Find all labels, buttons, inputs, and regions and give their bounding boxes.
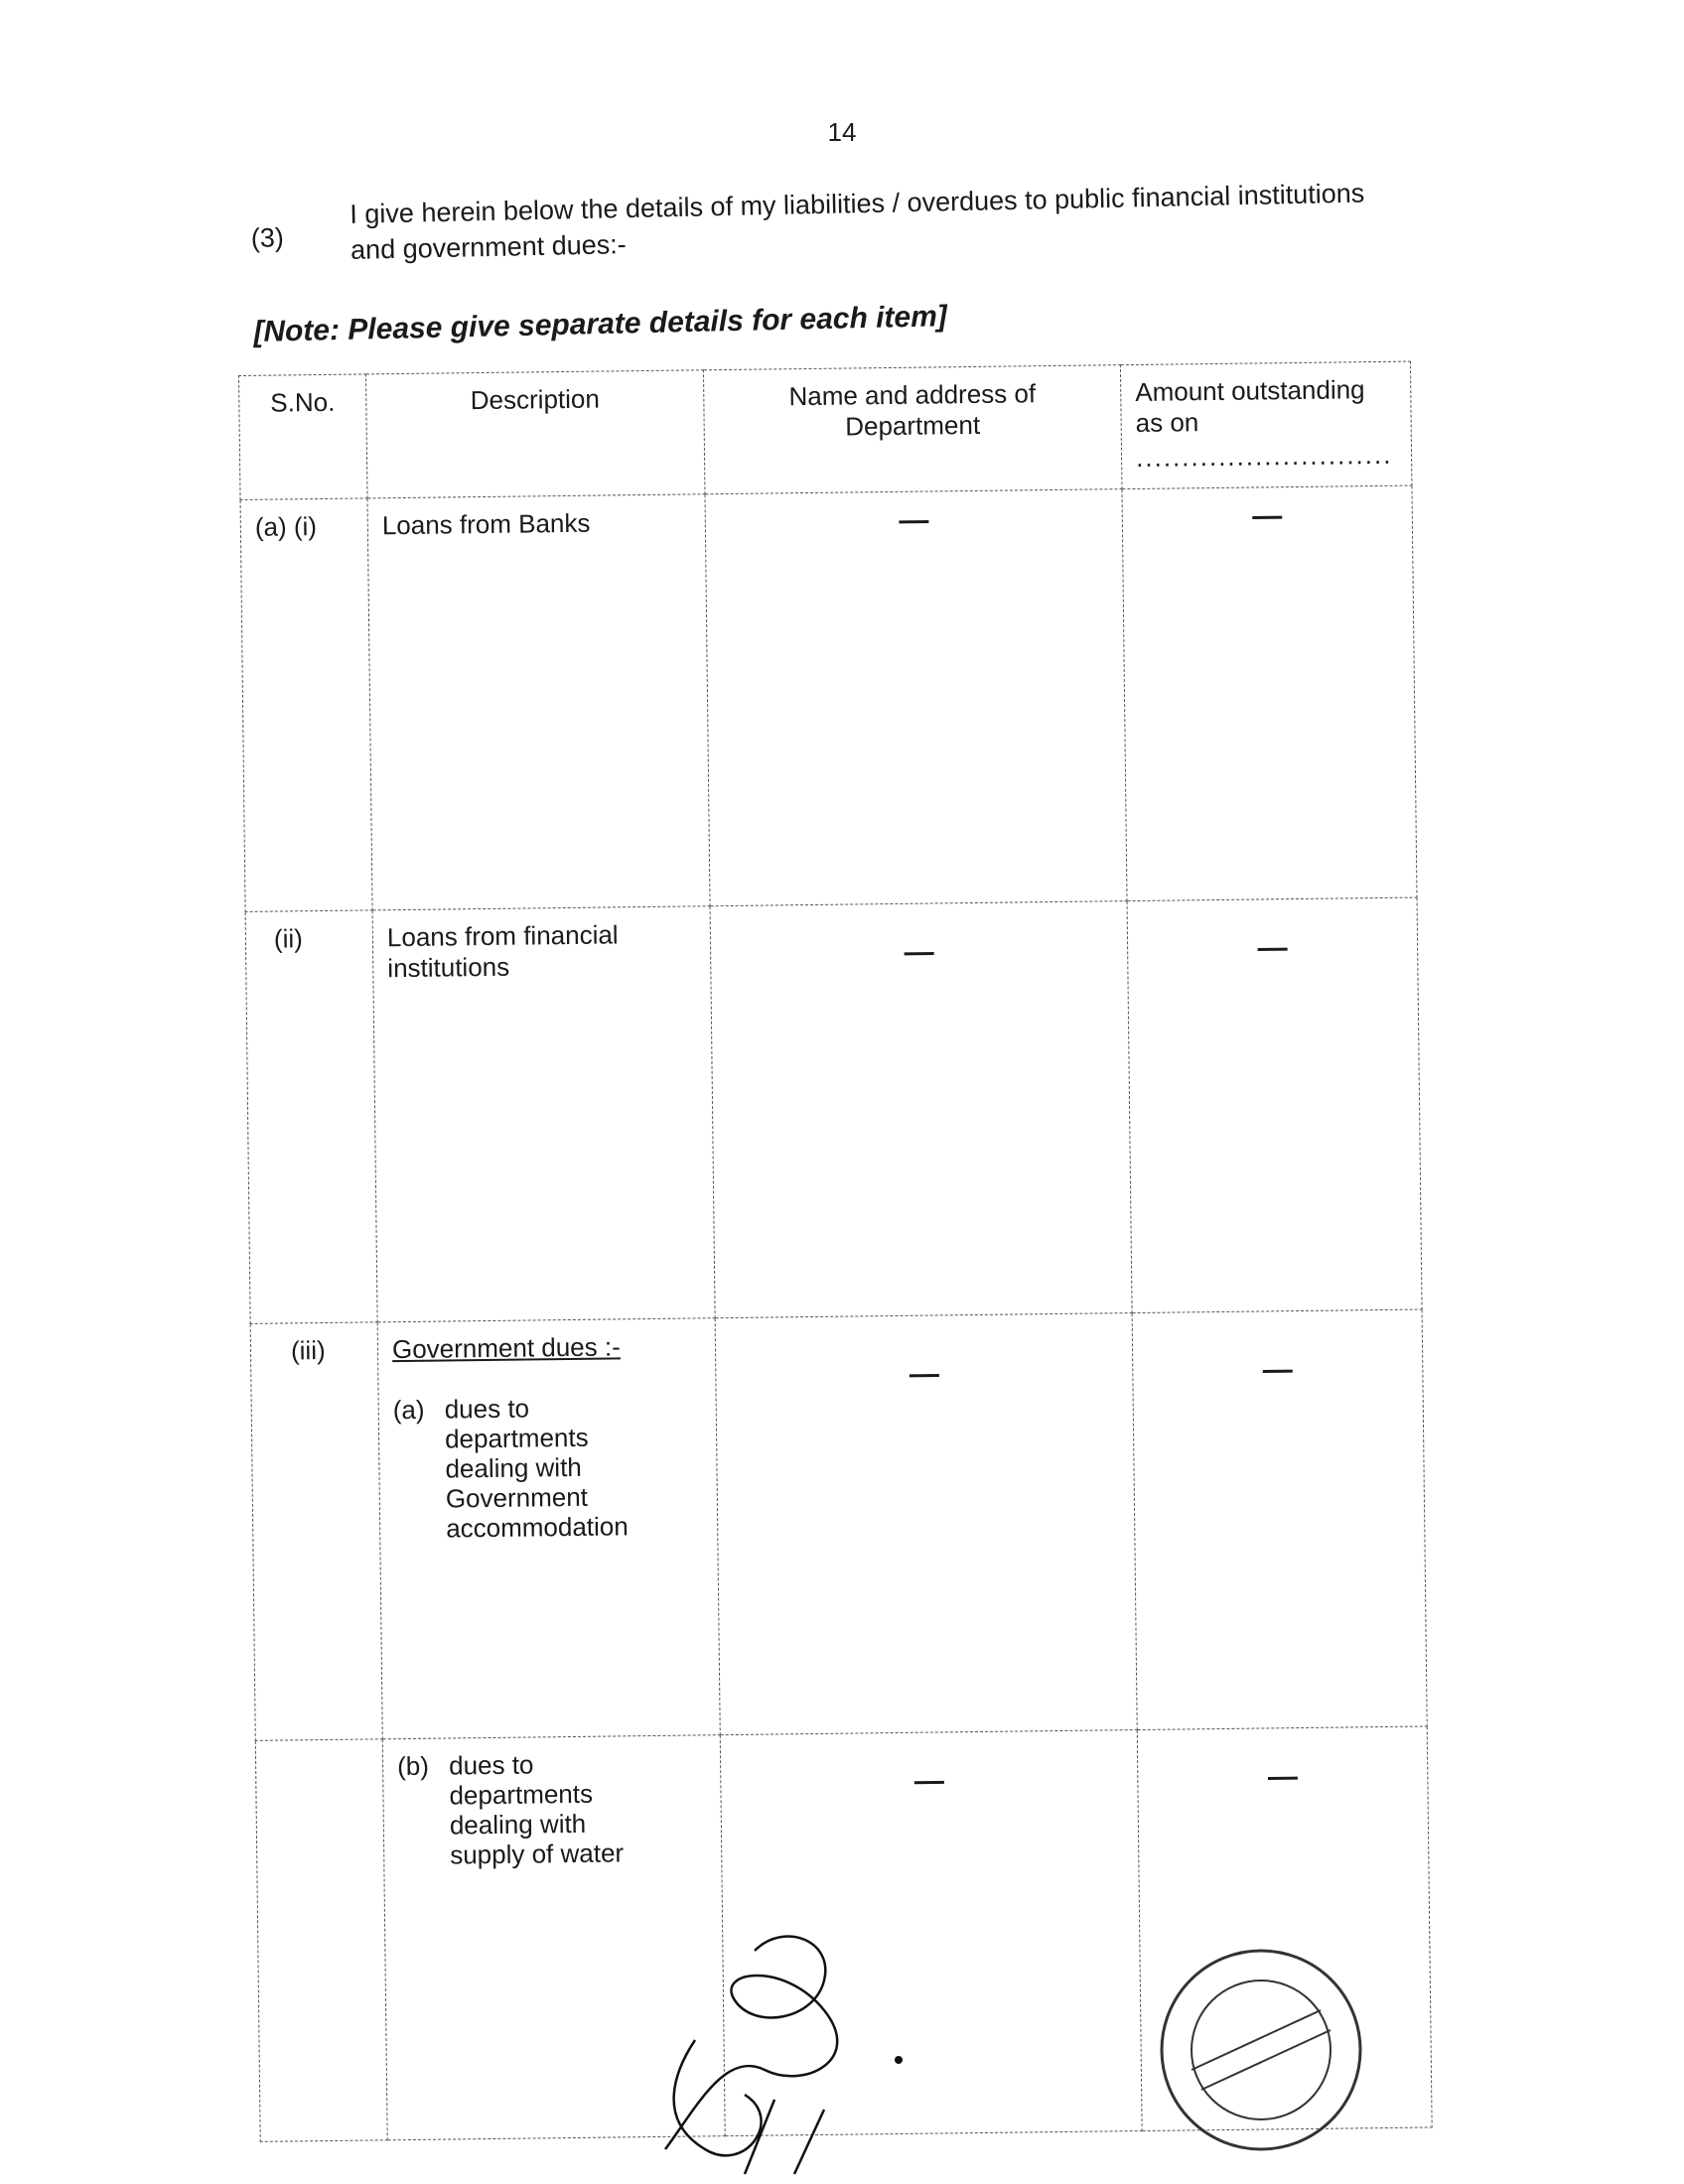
- header-amount-label: Amount outstanding as on: [1135, 374, 1365, 438]
- paragraph-number: (3): [250, 222, 285, 253]
- row-department: [710, 901, 1132, 1318]
- sub-item-text: dues to departments dealing with supply of water: [448, 1749, 625, 1870]
- row-amount: [1132, 1309, 1427, 1730]
- header-description: Description: [365, 370, 705, 498]
- table-row: [240, 485, 1417, 911]
- dash-mark: —: [1252, 499, 1283, 533]
- header-department: Name and address of Department: [703, 365, 1121, 494]
- dash-mark: —: [904, 935, 934, 969]
- row-amount: [1127, 897, 1422, 1313]
- government-dues-heading: Government dues :-: [391, 1331, 621, 1365]
- sub-item-label: (b): [396, 1750, 430, 1782]
- sub-item-text: dues to departments dealing with Government accommodation: [444, 1393, 629, 1544]
- dash-mark: —: [913, 1764, 945, 1798]
- liabilities-table: [238, 361, 1433, 2142]
- row-department: [705, 489, 1127, 906]
- table-row: [250, 1309, 1427, 1740]
- notary-stamp: [1152, 1941, 1370, 2159]
- page-number: 14: [827, 117, 857, 147]
- header-amount-blank: ............................: [1135, 439, 1393, 473]
- table-row: [245, 897, 1422, 1323]
- note: [Note: Please give separate details for each item]: [253, 300, 948, 348]
- liabilities-table-wrapper: [238, 361, 1432, 2142]
- row-sno: (ii): [245, 910, 377, 1324]
- dash-mark: —: [1257, 931, 1288, 965]
- header-sno: S.No.: [239, 374, 368, 500]
- row-department: [715, 1313, 1137, 1735]
- header-amount: [1120, 361, 1412, 489]
- dash-mark: —: [899, 503, 929, 537]
- dash-mark: —: [1262, 1353, 1294, 1387]
- dash-mark: —: [909, 1357, 940, 1391]
- paragraph-text: I give herein below the details of my liabilities / overdues to public financial institutions and government dues:-: [350, 178, 1365, 265]
- row-description: [377, 1318, 720, 1739]
- header-row: [239, 361, 1412, 499]
- sub-item-label: (a): [392, 1394, 425, 1426]
- row-description: Loans from financial institutions: [372, 906, 715, 1322]
- row-amount: [1122, 485, 1417, 901]
- row-sno: [255, 1739, 387, 2142]
- row-description: Loans from Banks: [367, 494, 710, 910]
- signature: [635, 1921, 933, 2184]
- sub-item: [393, 1392, 655, 1544]
- row-sno: (iii): [250, 1322, 382, 1741]
- sub-item: [397, 1748, 658, 1870]
- row-sno: (a) (i): [240, 498, 372, 912]
- dash-mark: —: [1267, 1760, 1299, 1794]
